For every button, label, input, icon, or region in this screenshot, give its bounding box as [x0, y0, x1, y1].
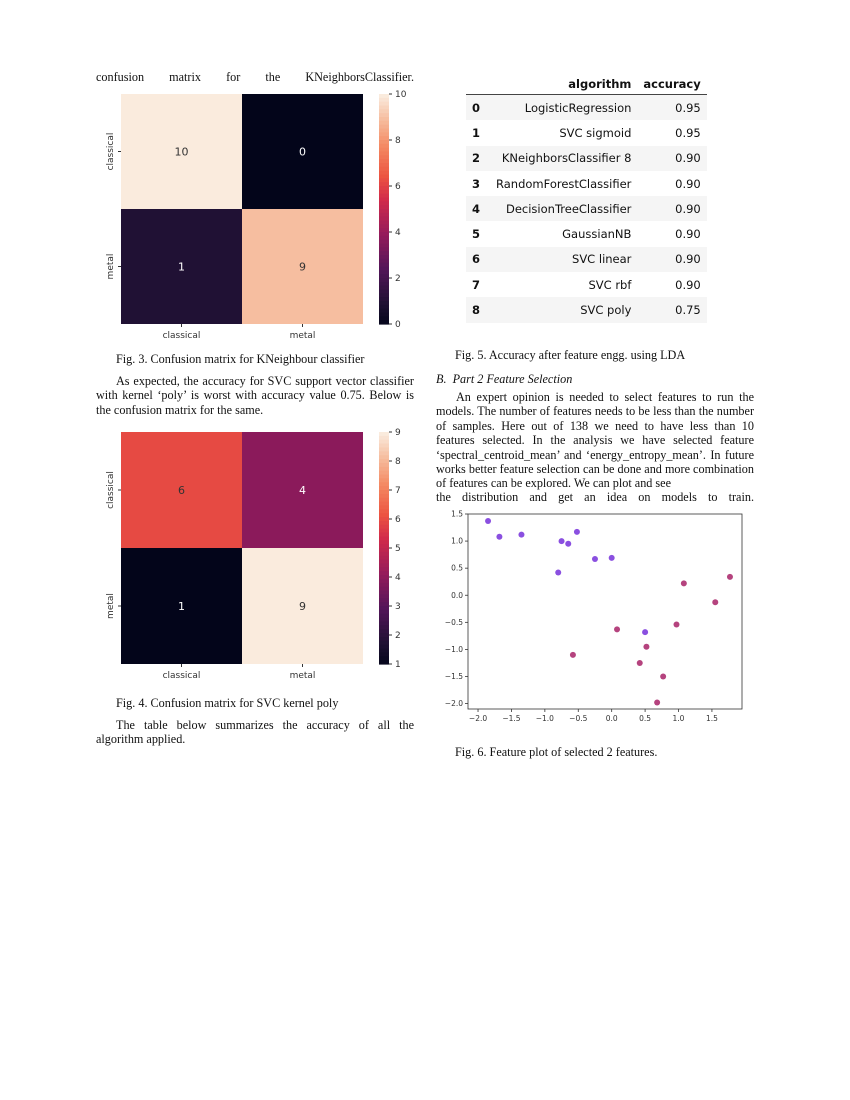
table-cell-algorithm: DecisionTreeClassifier	[490, 196, 637, 221]
colorbar-segment	[379, 509, 389, 513]
colorbar-segment	[379, 113, 389, 117]
para-feature-selection: An expert opinion is needed to select features to run the models. The number of features needs to be less than the number of samples. Here out of 138 we need to have less than 10 features selected. In the analysis we have selected feature ‘spectral_centroid_mean’ and ‘energy_entropy_mean’. In future works better feature selection can be done and more combination of features can be explored. We can plot and see	[436, 390, 754, 491]
accuracy-table	[466, 74, 707, 323]
colorbar-segment	[379, 236, 389, 240]
accuracy-table-body	[466, 95, 707, 323]
y-tick-label: −2.0	[444, 699, 463, 709]
scatter-point	[559, 538, 565, 544]
scatter-point	[660, 674, 666, 680]
table-cell-index: 2	[466, 146, 490, 171]
colorbar-segment	[379, 649, 389, 653]
colorbar-segment	[379, 606, 389, 610]
colorbar-segment	[379, 309, 389, 313]
colorbar-segment	[379, 471, 389, 475]
table-header-index	[466, 74, 490, 95]
table-cell-accuracy: 0.90	[675, 277, 701, 292]
colorbar-segment	[379, 455, 389, 459]
x-tick-label: 1.5	[705, 714, 718, 723]
x-tick-label: −2.0	[468, 714, 488, 723]
table-row	[466, 171, 707, 196]
colorbar-segment	[379, 244, 389, 248]
colorbar-segment	[379, 221, 389, 225]
para-svc-poly: As expected, the accuracy for SVC support vector classifier with kernel ‘poly’ is worst with accuracy value 0.75. Below is the confusion matrix for the same.	[96, 374, 414, 417]
table-cell-accuracy: 0.90	[637, 247, 706, 272]
y-tick-label: classical	[106, 132, 116, 171]
colorbar-segment	[379, 194, 389, 198]
intro-word: matrix	[169, 70, 201, 84]
table-row	[466, 146, 707, 171]
x-tick-label: classical	[162, 671, 201, 681]
heatmap-cell-value: 1	[178, 260, 185, 274]
colorbar-segment	[379, 529, 389, 533]
colorbar-tick-label: 7	[395, 486, 401, 496]
colorbar-segment	[379, 240, 389, 244]
colorbar-segment	[379, 436, 389, 440]
scatter-point	[570, 652, 576, 658]
colorbar-segment	[379, 494, 389, 498]
colorbar-segment	[379, 125, 389, 129]
para-feature-selection-last: the distribution and get an idea on models to train.	[436, 490, 754, 504]
colorbar-tick-label: 5	[395, 544, 401, 554]
x-tick-label: −1.0	[535, 714, 554, 723]
table-row	[466, 272, 707, 297]
colorbar-segment	[379, 178, 389, 182]
intro-word: for	[226, 70, 241, 84]
colorbar-segment	[379, 517, 389, 521]
colorbar-segment	[379, 548, 389, 552]
colorbar-segment	[379, 167, 389, 171]
x-tick-label: metal	[289, 331, 316, 341]
x-tick-label: 1.0	[672, 714, 685, 723]
colorbar-segment	[379, 463, 389, 467]
scatter-point	[727, 574, 733, 580]
y-tick-label: −1.5	[444, 672, 463, 681]
colorbar-segment	[379, 660, 389, 664]
colorbar-tick-label: 8	[395, 136, 401, 146]
colorbar-segment	[379, 132, 389, 136]
colorbar-segment	[379, 190, 389, 194]
scatter-point	[496, 534, 502, 540]
heatmap-cells	[106, 90, 407, 341]
colorbar-segment	[379, 278, 389, 282]
colorbar-segment	[379, 432, 389, 436]
colorbar-segment	[379, 641, 389, 645]
colorbar-segment	[379, 478, 389, 482]
colorbar-tick-label: 4	[395, 228, 401, 238]
colorbar-segment	[379, 186, 389, 190]
y-tick-label: 1.0	[451, 536, 463, 546]
colorbar-tick-label: 1	[395, 660, 401, 670]
colorbar-segment	[379, 490, 389, 494]
colorbar-segment	[379, 533, 389, 537]
table-row	[466, 120, 707, 145]
table-cell-index: 0	[466, 95, 490, 121]
colorbar-tick-label: 4	[395, 573, 401, 583]
heatmap-cell-value: 4	[299, 484, 306, 497]
colorbar-segment	[379, 598, 389, 602]
table-cell-accuracy: 0.90	[637, 146, 706, 171]
colorbar-segment	[379, 263, 389, 267]
table-cell-algorithm: SVC linear	[490, 247, 637, 272]
colorbar-tick-label: 0	[395, 320, 401, 330]
colorbar-segment	[379, 224, 389, 228]
colorbar-segment	[379, 140, 389, 144]
intro-line	[96, 70, 414, 84]
colorbar-segment	[379, 259, 389, 263]
scatter-point	[555, 570, 561, 576]
scatter-point	[654, 700, 660, 706]
table-cell-accuracy: 0.90	[675, 227, 701, 242]
scatter-point	[574, 529, 580, 535]
colorbar-segment	[379, 282, 389, 286]
colorbar-segment	[379, 505, 389, 509]
colorbar-segment	[379, 106, 389, 110]
scatter-point	[643, 644, 649, 650]
colorbar-segment	[379, 486, 389, 490]
colorbar-segment	[379, 213, 389, 217]
colorbar-segment	[379, 594, 389, 598]
table-cell-accuracy: 0.90	[637, 196, 706, 221]
scatter-point	[614, 626, 620, 632]
colorbar-segment	[379, 498, 389, 502]
y-tick-label: 0.0	[451, 590, 463, 600]
colorbar-segment	[379, 270, 389, 274]
colorbar-segment	[379, 540, 389, 544]
colorbar-tick-label: 6	[395, 182, 401, 192]
scatter-point	[637, 660, 643, 666]
colorbar-segment	[379, 656, 389, 660]
table-cell-algorithm: GaussianNB	[562, 227, 632, 242]
colorbar-segment	[379, 209, 389, 213]
table-row	[466, 196, 707, 221]
scatter-point	[681, 580, 687, 586]
scatter-point	[518, 532, 524, 538]
colorbar-segment	[379, 544, 389, 548]
table-cell-algorithm: RandomForestClassifier	[496, 176, 632, 191]
table-cell-algorithm: SVC rbf	[588, 277, 632, 292]
colorbar-segment	[379, 513, 389, 517]
y-tick-label: 0.5	[451, 563, 463, 573]
colorbar-segment	[379, 297, 389, 301]
colorbar-segment	[379, 614, 389, 618]
fig6-caption: Fig. 6. Feature plot of selected 2 features.	[455, 745, 658, 759]
x-tick-label: −1.5	[502, 714, 521, 723]
colorbar-segment	[379, 621, 389, 625]
intro-word: the	[265, 70, 281, 84]
colorbar-segment	[379, 267, 389, 271]
y-tick-label: classical	[106, 471, 116, 509]
colorbar-segment	[379, 198, 389, 202]
table-cell-index: 5	[472, 227, 481, 242]
colorbar-segment	[379, 313, 389, 317]
colorbar-segment	[379, 144, 389, 148]
colorbar-segment	[379, 121, 389, 125]
colorbar-tick-label: 9	[395, 428, 401, 438]
colorbar-segment	[379, 316, 389, 320]
scatter-point	[674, 622, 680, 628]
x-tick-label: classical	[162, 331, 201, 341]
colorbar-tick-label: 10	[395, 90, 407, 100]
heatmap-cell-value: 10	[174, 145, 189, 159]
scatter-point	[485, 518, 491, 524]
table-cell-algorithm: KNeighborsClassifier 8	[490, 146, 637, 171]
colorbar-segment	[379, 571, 389, 575]
colorbar-segment	[379, 247, 389, 251]
colorbar-segment	[379, 305, 389, 309]
confusion-matrix-svc-poly	[96, 424, 416, 686]
colorbar-segment	[379, 563, 389, 567]
colorbar-segment	[379, 136, 389, 140]
colorbar-segment	[379, 618, 389, 622]
colorbar-segment	[379, 274, 389, 278]
heatmap-cell-value: 1	[178, 600, 185, 613]
colorbar-segment	[379, 159, 389, 163]
colorbar-segment	[379, 290, 389, 294]
colorbar-segment	[379, 109, 389, 113]
table-cell-accuracy: 0.95	[675, 125, 701, 140]
colorbar-segment	[379, 451, 389, 455]
colorbar-segment	[379, 459, 389, 463]
colorbar-segment	[379, 525, 389, 529]
table-cell-accuracy: 0.95	[637, 95, 706, 121]
table-cell-accuracy: 0.75	[637, 297, 706, 322]
table-row	[466, 247, 707, 272]
colorbar-segment	[379, 155, 389, 159]
colorbar-segment	[379, 475, 389, 479]
colorbar-segment	[379, 163, 389, 167]
colorbar-segment	[379, 591, 389, 595]
x-tick-label: 0.0	[605, 714, 618, 723]
colorbar-segment	[379, 255, 389, 259]
scatter-point	[609, 555, 615, 561]
x-tick-label: 0.5	[639, 714, 652, 723]
para-summary: The table below summarizes the accuracy of all the algorithm applied.	[96, 718, 414, 747]
heatmap-cell-value: 0	[299, 145, 306, 159]
colorbar-segment	[379, 444, 389, 448]
intro-word: KNeighborsClassifier.	[305, 70, 414, 84]
table-cell-index: 3	[472, 176, 481, 191]
colorbar-segment	[379, 293, 389, 297]
colorbar-segment	[379, 201, 389, 205]
scatter-point	[642, 629, 648, 635]
colorbar-segment	[379, 467, 389, 471]
table-cell-index: 4	[466, 196, 490, 221]
plot-frame	[468, 514, 742, 709]
colorbar-segment	[379, 232, 389, 236]
y-tick-label: metal	[106, 593, 116, 619]
section-heading: B. Part 2 Feature Selection	[436, 372, 573, 386]
y-tick-label: 1.5	[451, 509, 463, 519]
heatmap-cell-value: 9	[299, 600, 306, 613]
colorbar-segment	[379, 560, 389, 564]
feature-scatter-plot	[436, 508, 756, 740]
colorbar-tick-label: 2	[395, 274, 401, 284]
table-cell-index: 6	[466, 247, 490, 272]
table-cell-algorithm: SVC sigmoid	[559, 125, 632, 140]
colorbar-segment	[379, 575, 389, 579]
colorbar-segment	[379, 536, 389, 540]
table-header-algorithm: algorithm	[490, 74, 637, 95]
colorbar-segment	[379, 182, 389, 186]
colorbar-segment	[379, 129, 389, 133]
colorbar-segment	[379, 98, 389, 102]
table-row	[466, 221, 707, 246]
colorbar-segment	[379, 286, 389, 290]
fig4-caption: Fig. 4. Confusion matrix for SVC kernel poly	[116, 696, 339, 710]
table-cell-index: 8	[466, 297, 490, 322]
colorbar-tick-label: 8	[395, 457, 401, 467]
colorbar-segment	[379, 602, 389, 606]
colorbar-segment	[379, 502, 389, 506]
x-tick-label: −0.5	[569, 714, 588, 723]
table-cell-algorithm: LogisticRegression	[490, 95, 637, 121]
table-row	[466, 95, 707, 121]
colorbar-segment	[379, 320, 389, 324]
colorbar-segment	[379, 556, 389, 560]
colorbar-segment	[379, 301, 389, 305]
scatter-point	[565, 541, 571, 547]
table-cell-algorithm: SVC poly	[490, 297, 637, 322]
heatmap-cell-value: 6	[178, 484, 185, 497]
colorbar-segment	[379, 521, 389, 525]
colorbar-segment	[379, 102, 389, 106]
colorbar-tick-label: 2	[395, 631, 401, 641]
colorbar-segment	[379, 645, 389, 649]
scatter-point	[592, 556, 598, 562]
colorbar-segment	[379, 440, 389, 444]
colorbar-segment	[379, 228, 389, 232]
table-cell-index: 1	[472, 125, 481, 140]
scatter-point	[712, 599, 718, 605]
colorbar-segment	[379, 171, 389, 175]
colorbar-segment	[379, 637, 389, 641]
colorbar-segment	[379, 205, 389, 209]
table-cell-index: 7	[472, 277, 481, 292]
table-header-accuracy: accuracy	[637, 74, 706, 95]
colorbar-segment	[379, 175, 389, 179]
colorbar-segment	[379, 610, 389, 614]
y-tick-label: metal	[106, 253, 116, 280]
colorbar-segment	[379, 552, 389, 556]
colorbar-segment	[379, 633, 389, 637]
fig5-caption: Fig. 5. Accuracy after feature engg. using LDA	[455, 348, 686, 362]
colorbar-segment	[379, 652, 389, 656]
y-tick-label: −1.0	[444, 644, 463, 654]
colorbar-segment	[379, 148, 389, 152]
colorbar-segment	[379, 447, 389, 451]
colorbar-segment	[379, 629, 389, 633]
heatmap-cells	[106, 428, 401, 681]
colorbar-segment	[379, 587, 389, 591]
colorbar-tick-label: 3	[395, 602, 401, 612]
colorbar-segment	[379, 152, 389, 156]
colorbar-segment	[379, 625, 389, 629]
heatmap-cell-value: 9	[299, 260, 306, 274]
colorbar-segment	[379, 482, 389, 486]
colorbar-tick-label: 6	[395, 515, 401, 525]
table-row	[466, 297, 707, 322]
colorbar-segment	[379, 251, 389, 255]
colorbar-segment	[379, 579, 389, 583]
fig3-caption: Fig. 3. Confusion matrix for KNeighbour classifier	[116, 352, 365, 366]
colorbar-segment	[379, 117, 389, 121]
intro-word: confusion	[96, 70, 145, 84]
accuracy-table-wrap	[466, 74, 707, 323]
colorbar-segment	[379, 217, 389, 221]
y-tick-label: −0.5	[444, 617, 463, 627]
colorbar-segment	[379, 94, 389, 98]
colorbar-segment	[379, 583, 389, 587]
colorbar-segment	[379, 567, 389, 571]
x-tick-label: metal	[289, 671, 316, 681]
confusion-matrix-knn	[96, 86, 416, 342]
table-cell-accuracy: 0.90	[675, 176, 701, 191]
